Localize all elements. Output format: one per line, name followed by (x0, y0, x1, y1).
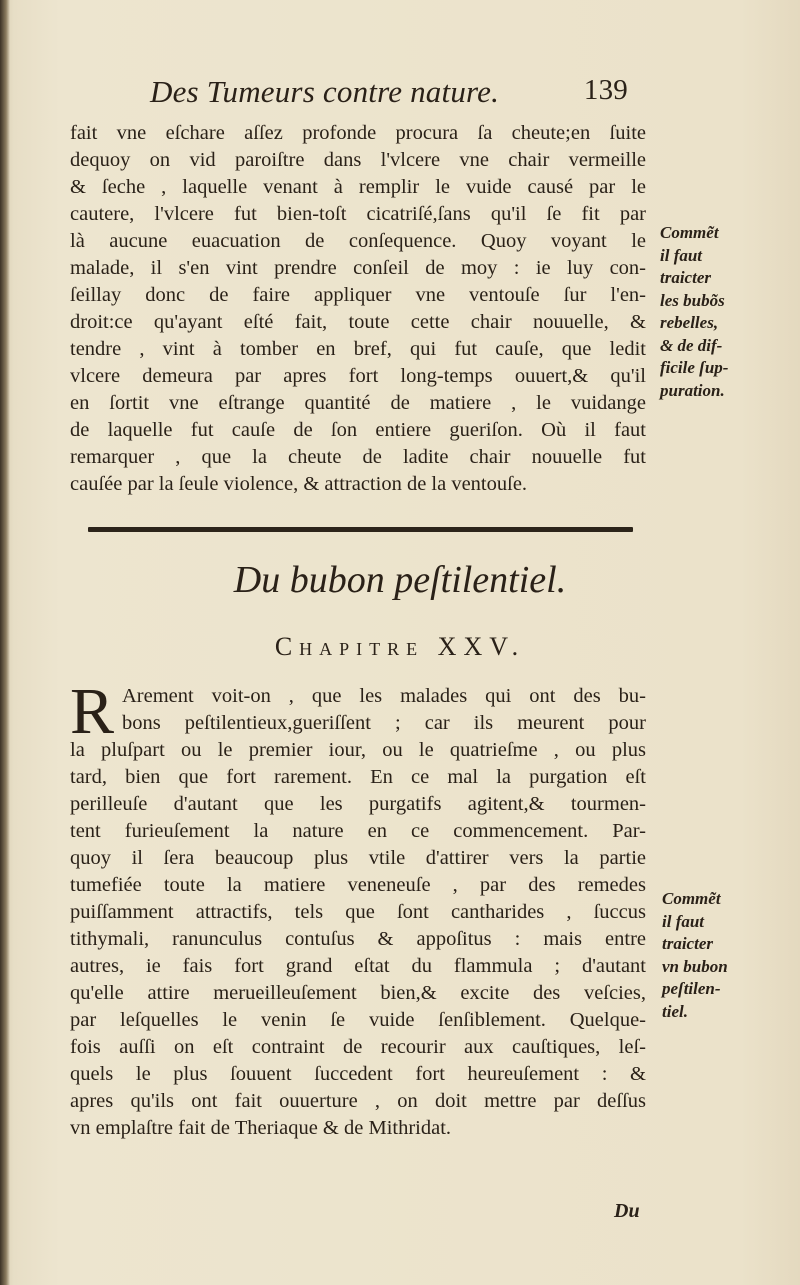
section-divider (88, 527, 633, 532)
text-line: perilleuſe d'autant que les purgatifs agitent,& tourmen- (70, 793, 646, 815)
text-line: vn emplaſtre fait de Theriaque & de Mithridat. (70, 1117, 452, 1139)
text-line: cautere, l'vlcere fut bien-toſt cicatriſé,ſans qu'il ſe fit par (70, 203, 646, 225)
margin-note-line: il faut (662, 911, 705, 931)
margin-note-line: & de dif- (660, 335, 723, 355)
chapter-heading: Chapitre XXV. (274, 632, 526, 661)
text-line: bons peſtilentieux,gueriſſent ; car ils meurent pour (122, 712, 646, 734)
text-line: apres qu'ils ont fait ouuerture , on doit mettre par deſſus (70, 1090, 646, 1112)
margin-note-1 (660, 222, 728, 402)
margin-note-line: Commẽt (660, 223, 719, 242)
margin-note-line: traicter (660, 268, 711, 287)
page-number: 139 (583, 74, 628, 106)
margin-note-line: il faut (660, 245, 703, 265)
text-line: droit:ce qu'ayant eſté fait, toute cette chair nouuelle, & (70, 311, 646, 333)
catchword: Du (614, 1200, 640, 1222)
margin-note-line: tiel. (662, 1001, 688, 1021)
text-line: par leſquelles le venin ſe vuide ſenſiblement. Quelque- (70, 1009, 646, 1031)
text-line: vlcere demeura par apres fort long-temps ouuert,& qu'il (70, 365, 646, 387)
text-line: tendre , vint à tomber en bref, qui fut cauſe, que ledit (70, 338, 646, 360)
text-line: autres, ie fais fort grand eſtat du flammula ; d'autant (70, 955, 646, 977)
text-line: la pluſpart ou le premier iour, ou le quatrieſme , ou plus (70, 739, 646, 761)
text-line: fois auſſi on eſt contraint de recourir aux cauſtiques, leſ- (70, 1036, 646, 1058)
margin-note-line: rebelles, (660, 313, 719, 332)
running-title: Des Tumeurs contre nature. (150, 74, 500, 109)
margin-note-2 (662, 888, 728, 1023)
margin-note-line: Commẽt (662, 889, 721, 908)
margin-note-line: vn bubon (662, 956, 728, 976)
paragraph-2 (70, 675, 646, 1142)
margin-note-line: traicter (662, 934, 713, 953)
margin-note-line: peſtilen- (662, 979, 721, 998)
text-line: tent furieuſement la nature en ce commencement. Par- (70, 820, 646, 842)
text-line: en ſortit vne eſtrange quantité de matiere , le vuidange (70, 392, 646, 414)
text-line: tithymali, ranunculus contuſus & appoſitus : mais entre (70, 928, 646, 950)
text-line: cauſée par la ſeule violence, & attraction de la ventouſe. (70, 473, 528, 495)
text-line: qu'elle attire merueilleuſement bien,& excite des veſcies, (70, 982, 646, 1004)
text-line: là aucune euacuation de conſequence. Quoy voyant le (70, 230, 646, 252)
text-line: tumefiée toute la matiere veneneuſe , par des remedes (70, 874, 646, 896)
running-header (150, 74, 640, 114)
text-line: quels le plus ſouuent ſuccedent fort heureuſement : & (70, 1063, 646, 1085)
text-line: tard, bien que fort rarement. En ce mal la purgation eſt (70, 766, 646, 788)
text-line: & ſeche , laquelle venant à remplir le vuide causé par le (70, 176, 646, 198)
paragraph-1 (70, 120, 646, 498)
text-line: quoy il ſera beaucoup plus vtile d'attirer vers la partie (70, 847, 646, 869)
text-line: malade, il s'en vint prendre conſeil de moy : ie luy con- (70, 257, 646, 279)
margin-note-line: puration. (660, 380, 725, 400)
text-line: fait vne eſchare aſſez profonde procura ſa cheute;en ſuite (70, 122, 646, 144)
section-title: Du bubon peſtilentiel. (233, 559, 567, 601)
text-line: ſeillay donc de faire appliquer vne ventouſe ſur l'en- (70, 284, 646, 306)
text-line: de laquelle fut cauſe de ſon entiere gueriſon. Où il faut (70, 419, 646, 441)
text-line: Arement voit-on , que les malades qui ont des bu- (122, 685, 646, 707)
margin-note-line: les bubõs (660, 290, 725, 310)
margin-note-line: ficile ſup- (660, 358, 729, 377)
text-line: puiſſamment attractifs, tels que ſont cantharides , ſuccus (70, 901, 646, 923)
drop-cap: R (70, 675, 115, 748)
text-line: dequoy on vid paroiſtre dans l'vlcere vne chair vermeille (70, 149, 646, 171)
text-line: remarquer , que la cheute de ladite chair nouuelle fut (70, 446, 646, 468)
